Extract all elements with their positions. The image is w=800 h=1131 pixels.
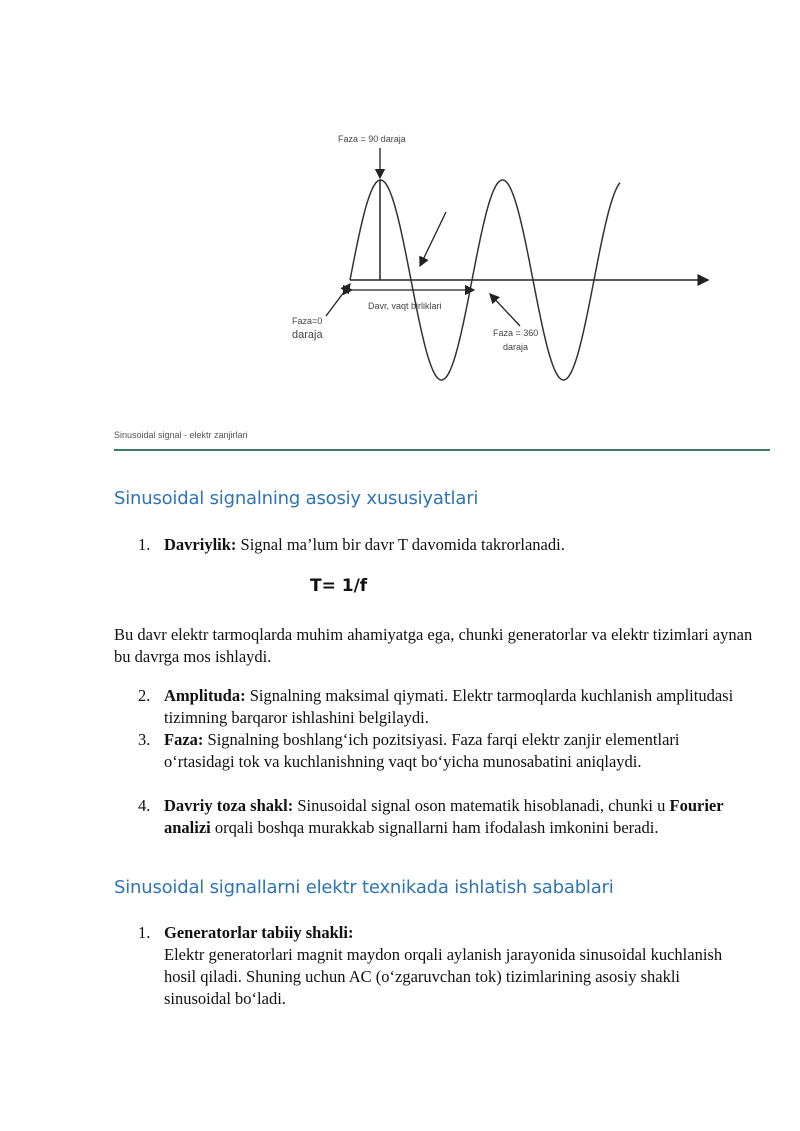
paragraph: Bu davr elektr tarmoqlarda muhim ahamiyatga ega, chunki generatorlar va elektr tizimlari aynan bu davrga mos ishlaydi. <box>114 625 753 666</box>
list-item <box>138 685 748 729</box>
full-phase-arrow <box>490 294 520 326</box>
list-item <box>138 534 748 556</box>
list-number: 4. <box>138 796 151 815</box>
list-text: Sinusoidal signal oson matematik hisoblanadi, chunki u <box>293 796 670 815</box>
list-item <box>138 729 748 773</box>
horizontal-divider <box>114 449 770 451</box>
list-number: 2. <box>138 686 151 705</box>
phase-360-label-line1: Faza = 360 <box>493 328 539 338</box>
list-text: orqali boshqa murakkab signallarni ham ifodalash imkonini beradi. <box>210 818 659 837</box>
list-term: Faza: <box>164 730 204 749</box>
sine-wave-figure <box>270 120 770 450</box>
list-number: 1. <box>138 535 151 554</box>
section-heading-properties: Sinusoidal signalning asosiy xususiyatlari <box>114 488 479 509</box>
zero-phase-arrow <box>326 284 350 316</box>
phase-360-label-line2: daraja <box>503 342 529 352</box>
list-term: Amplituda: <box>164 686 246 705</box>
list-text: Signalning boshlang‘ich pozitsiyasi. Faza farqi elektr zanjir elementlari o‘rtasidagi tok va kuchlanishning vaqt bo‘yicha munosabatini aniqlaydi. <box>164 730 680 771</box>
phase-0-label-line2: daraja <box>292 329 323 341</box>
sine-wave-diagram <box>270 120 770 450</box>
phase-90-label: Faza = 90 daraja <box>338 134 406 144</box>
period-label: Davr, vaqt birliklari <box>368 301 442 311</box>
figure-caption: Sinusoidal signal - elektr zanjirlari <box>114 430 248 440</box>
list-text: Elektr generatorlari magnit maydon orqali aylanish jarayonida sinusoidal kuchlanish hosil qiladi. Shuning uchun AC (o‘zgaruvchan tok) tizimlarining asosiy shakli sinusoidal bo‘ladi. <box>164 945 723 1008</box>
list-text: Signal ma’lum bir davr T davomida takrorlanadi. <box>236 535 565 554</box>
list-term: Davriylik: <box>164 535 237 554</box>
list-term: Davriy toza shakl: <box>164 796 294 815</box>
list-term-fourier: Fourier analizi <box>164 796 724 837</box>
list-term: Generatorlar tabiiy shakli: <box>164 923 354 942</box>
curve-pointer-arrow <box>420 212 446 266</box>
list-item <box>138 795 748 839</box>
list-item <box>138 922 748 1010</box>
phase-0-label-line1: Faza=0 <box>292 316 323 326</box>
period-formula: T= 1/f <box>310 576 368 596</box>
list-text: Signalning maksimal qiymati. Elektr tarmoqlarda kuchlanish amplitudasi tizimning barqaror ishlashini belgilaydi. <box>164 686 734 727</box>
section-heading-reasons: Sinusoidal signallarni elektr texnikada ishlatish sabablari <box>114 877 614 898</box>
list-number: 3. <box>138 730 151 749</box>
list-number: 1. <box>138 923 151 942</box>
